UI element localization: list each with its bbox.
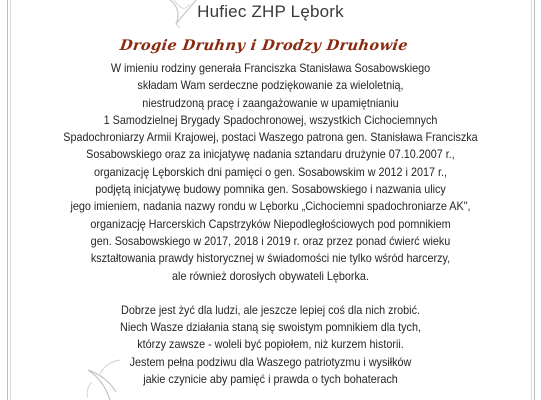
frame-line-left [7,0,8,400]
letter-line: organizację Lęborskich dni pamięci o gen. Sosabowskim w 2012 i 2017 r., [93,164,447,179]
letter-line: składam Wam serdeczne podziękowanie za wieloletnią, [137,78,404,93]
letter-line: niestrudzoną pracę i zaangażowanie w upamiętnianiu [142,95,399,110]
letter-line: jego imieniem, nadania nazwy rondu w Lęborku „Cichociemni spadochroniarze AK", [70,199,471,214]
letter-line: jakie czynicie aby pamięć i prawda o tych bohaterach [143,372,398,387]
letter-line: Sosabowskiego oraz za inicjatywę nadania sztandaru drużynie 07.10.2007 r., [86,147,455,162]
letter-line: którzy zawsze - woleli być popiołem, niż kurzem historii. [137,337,404,352]
header-title: Hufiec ZHP Lębork [197,2,344,21]
letter-line: W imieniu rodziny generała Franciszka Stanisława Sosabowskiego [110,61,431,75]
greeting: Drogie Druhny i Drodzy Druhowie [118,37,410,54]
paragraph-gap [63,285,478,302]
frame-line-right [534,0,535,400]
letter-line: organizację Harcerskich Capstrzyków Niepodległościowych pod pomnikiem [90,216,451,231]
letter-line: kształtowania prawdy historycznej w świadomości nie tylko wśród harcerzy, [90,251,451,266]
letter-line: ale również dorosłych obywateli Lęborka. [172,268,369,283]
frame-line-right-inner [531,0,532,400]
letter-line: podjętą inicjatywę budowy pomnika gen. Sosabowskiego i nazwania ulicy [95,182,446,197]
frame-line-left-inner [10,0,11,400]
letter-line: Jestem pełna podziwu dla Waszego patriotyzmu i wysiłków [129,354,412,369]
letter-line: Spadochroniarzy Armii Krajowej, postaci Waszego patrona gen. Stanisława Franciszka [63,130,478,145]
letter-line: Dobrze jest żyć dla ludzi, ale jeszcze lepiej coś dla nich zrobić. [121,302,420,317]
letter-line: 1 Samodzielnej Brygady Spadochronowej, wszystkich Cichociemnych [103,112,438,127]
letter-body [63,60,478,388]
letter-line: Niech Wasze działania staną się swoistym pomnikiem dla tych, [120,320,421,335]
letter-line: gen. Sosabowskiego w 2017, 2018 i 2019 r. oraz przez ponad ćwierć wieku [90,233,451,248]
